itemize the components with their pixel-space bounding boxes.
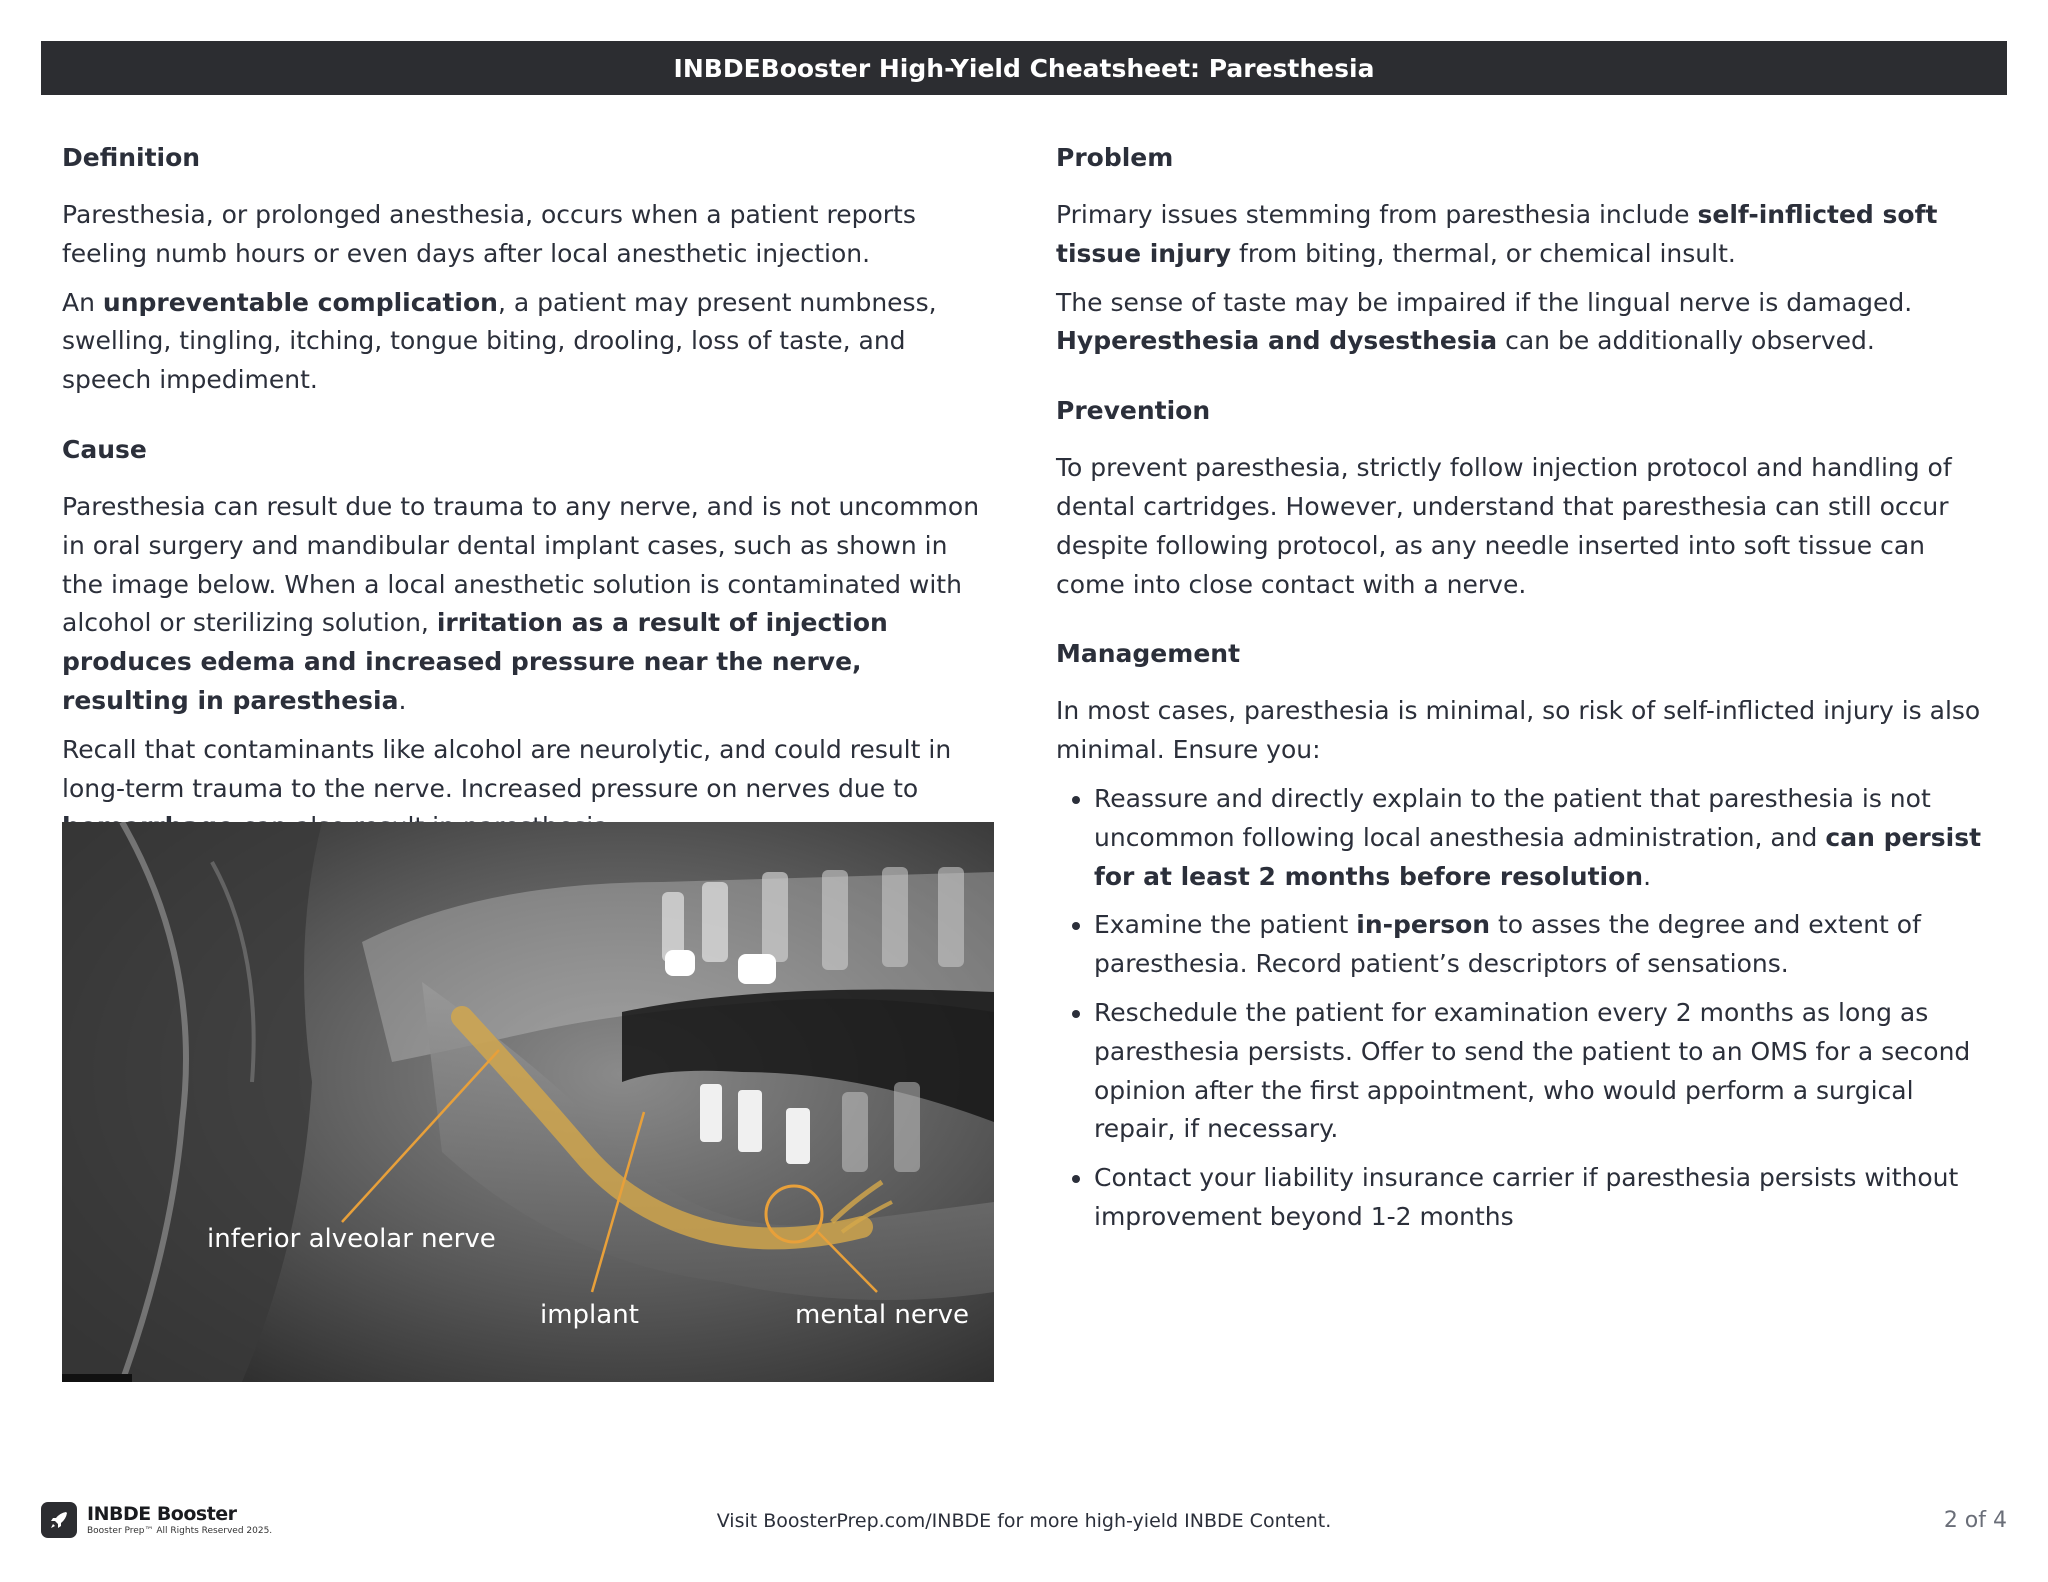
panoramic-xray-illustration (62, 822, 994, 1382)
cause-paragraph-1: Paresthesia can result due to trauma to any nerve, and is not uncommon in oral surgery and mandibular dental implant cases, such as shown in the image below. When a local anesthetic solution is contaminated with alcohol or sterilizing solution, irritation as a result of injection produces edema and increased pressure near the nerve, resulting in paresthesia. (62, 491, 980, 715)
list-item: • Examine the patient in-person to asses the degree and extent of paresthesia. Record patient’s descriptors of sensations. (1094, 906, 1996, 984)
left-column (62, 138, 994, 877)
page-title: INBDEBooster High-Yield Cheatsheet: Paresthesia (673, 53, 1375, 83)
management-heading: Management (1056, 639, 1241, 669)
right-column (1056, 138, 1996, 1267)
prevention-section (1056, 391, 1996, 604)
prevention-heading: Prevention (1056, 396, 1211, 426)
definition-paragraph-2: An unpreventable complication, a patient may present numbness, swelling, tingling, itching, tongue biting, drooling, loss of taste, and speech impediment. (62, 287, 937, 395)
problem-section (1056, 138, 1996, 361)
definition-heading: Definition (62, 143, 201, 172)
mental-nerve-label: mental nerve (795, 1300, 969, 1330)
list-item: • Reschedule the patient for examination every 2 months as long as paresthesia persists. Offer to send the patient to an OMS for a second opinion after the first appointment, who would perform a surgical repair, if necessary. (1094, 994, 1996, 1149)
problem-paragraph-2: The sense of taste may be impaired if the lingual nerve is damaged. Hyperesthesia and dysesthesia can be additionally observed. (1056, 287, 1913, 356)
page-number: 2 of 4 (1943, 1508, 2007, 1533)
management-list (1056, 780, 1996, 1237)
cause-paragraph-2: Recall that contaminants like alcohol are neurolytic, and could result in long-term trauma to the nerve. Increased pressure on nerves due to (62, 734, 952, 803)
brand-name: INBDE Booster (87, 1503, 237, 1525)
definition-paragraph-1: Paresthesia, or prolonged anesthesia, occurs when a patient reports feeling numb hours or even days after local anesthetic injection. (62, 200, 916, 268)
implant-label: implant (540, 1300, 639, 1330)
cause-heading: Cause (62, 434, 147, 464)
management-intro: In most cases, paresthesia is minimal, so risk of self-inflicted injury is also minimal. Ensure you: (1056, 696, 1981, 765)
prevention-paragraph: To prevent paresthesia, strictly follow injection protocol and handling of dental cartridges. However, understand that paresthesia can still occur despite following protocol, as any needle inserted into soft tissue can come into close contact with a nerve. (1056, 453, 1952, 599)
problem-paragraph-1: Primary issues stemming from paresthesia include self-inflicted soft tissue injury from biting, thermal, or chemical insult. (1056, 200, 1938, 268)
xray-image (62, 822, 994, 1382)
page-header (41, 41, 2007, 95)
cause-section (62, 430, 994, 847)
problem-heading: Problem (1056, 143, 1174, 172)
list-item: • Reassure and directly explain to the patient that paresthesia is not uncommon following local anesthesia administration, and can persist for at least 2 months before resolution. (1094, 780, 1996, 896)
inferior-alveolar-nerve-label: inferior alveolar nerve (207, 1224, 496, 1254)
management-section (1056, 634, 1996, 1236)
list-item: • Contact your liability insurance carrier if paresthesia persists without improvement beyond 1-2 months (1094, 1159, 1996, 1237)
definition-section (62, 138, 994, 400)
footer-promo-text: Visit BoosterPrep.com/INBDE for more high-yield INBDE Content. (716, 1510, 1332, 1532)
copyright-text: Booster Prep™ All Rights Reserved 2025. (87, 1526, 273, 1536)
